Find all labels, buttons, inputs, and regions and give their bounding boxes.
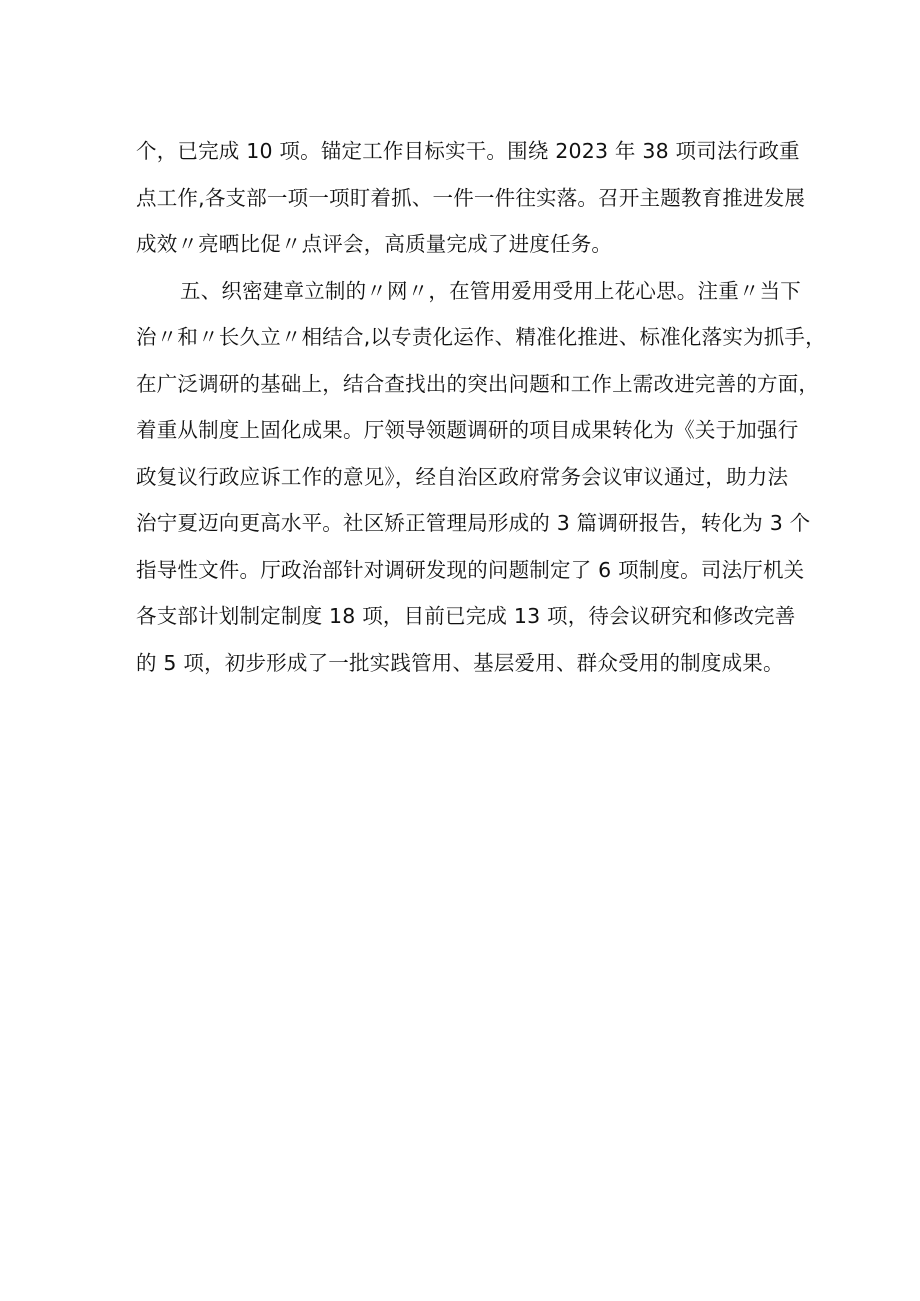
text-line: 个，已完成 10 项。锚定工作目标实干。围绕 2023 年 38 项司法行政重 xyxy=(136,139,800,163)
text-line: 政复议行政应诉工作的意见》，经自治区政府常务会议审议通过，助力法 xyxy=(136,464,789,489)
text-line: 着重从制度上固化成果。厅领导领题调研的项目成果转化为《关于加强行 xyxy=(136,418,799,442)
body-text xyxy=(136,128,826,686)
text-line: 治宁夏迈向更高水平。社区矫正管理局形成的 3 篇调研报告，转化为 3 个 xyxy=(136,511,811,535)
text-line: 治〃和〃长久立〃相结合,以专责化运作、精准化推进、标准化落实为抓手， xyxy=(136,325,826,349)
text-line: 指导性文件。厅政治部针对调研发现的问题制定了 6 项制度。司法厅机关 xyxy=(136,557,805,582)
section-heading-line: 五、织密建章立制的〃网〃，在管用爱用受用上花心思。注重〃当下 xyxy=(180,278,801,303)
text-line: 成效〃亮晒比促〃点评会，高质量完成了进度任务。 xyxy=(136,232,613,256)
text-line: 在广泛调研的基础上，结合查找出的突出问题和工作上需改进完善的方面， xyxy=(136,371,820,396)
text-line: 各支部计划制定制度 18 项，目前已完成 13 项，待会议研究和修改完善 xyxy=(136,604,796,628)
text-line: 点工作,各支部一项一项盯着抓、一件一件往实落。召开主题教育推进发展 xyxy=(136,185,806,210)
text-line: 的 5 项，初步形成了一批实践管用、基层爱用、群众受用的制度成果。 xyxy=(136,650,784,675)
